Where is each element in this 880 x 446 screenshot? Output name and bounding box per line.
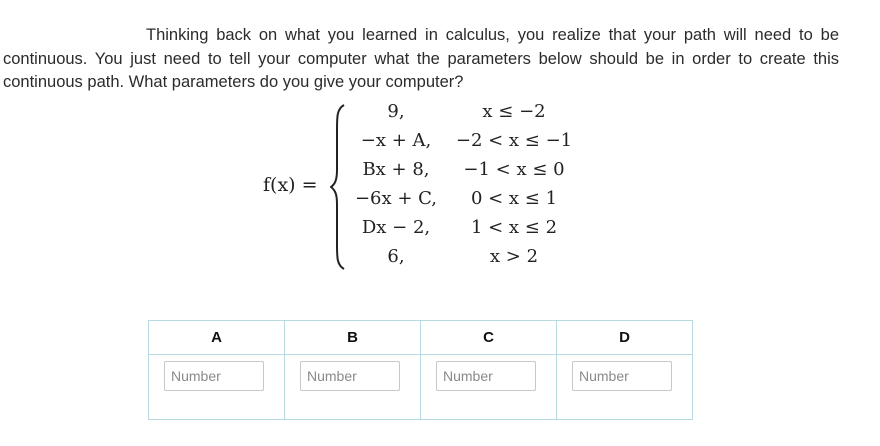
answer-cell <box>421 355 557 420</box>
answer-cell <box>285 355 421 420</box>
piece-condition: 0 < x ≤ 1 <box>470 188 558 209</box>
piece-expression: Dx − 2, <box>361 217 431 238</box>
piece-row <box>0 188 880 216</box>
piece-row <box>0 101 880 129</box>
answer-table <box>148 320 693 420</box>
piece-expression: −x + A, <box>360 130 432 151</box>
column-header-c: C <box>421 321 557 355</box>
piece-condition: x ≤ −2 <box>482 101 546 122</box>
column-header-a: A <box>149 321 285 355</box>
piece-condition: x > 2 <box>489 246 539 267</box>
piece-row <box>0 159 880 187</box>
column-header-b: B <box>285 321 421 355</box>
function-label: f(x) = <box>263 174 318 196</box>
piece-row <box>0 246 880 274</box>
answer-input-row <box>149 355 693 420</box>
piece-expression: 6, <box>387 246 405 267</box>
piece-expression: −6x + C, <box>354 188 438 209</box>
piece-expression: Bx + 8, <box>362 159 430 180</box>
piece-condition: −1 < x ≤ 0 <box>463 159 565 180</box>
piece-row <box>0 130 880 158</box>
piece-expression: 9, <box>387 101 405 122</box>
answer-cell <box>149 355 285 420</box>
answer-header-row <box>149 321 693 355</box>
column-header-d: D <box>557 321 693 355</box>
answer-cell <box>557 355 693 420</box>
question-prompt: Thinking back on what you learned in calculus, you realize that your path will need to be continuous. You just need to tell your computer what the parameters below should be in order to create this continuous path. What parameters do you give your computer? <box>3 26 839 91</box>
piece-condition: −2 < x ≤ −1 <box>455 130 573 151</box>
piece-condition: 1 < x ≤ 2 <box>470 217 558 238</box>
parameter-d-input[interactable] <box>572 361 672 391</box>
parameter-b-input[interactable] <box>300 361 400 391</box>
piece-row <box>0 217 880 245</box>
parameter-a-input[interactable] <box>164 361 264 391</box>
parameter-c-input[interactable] <box>436 361 536 391</box>
